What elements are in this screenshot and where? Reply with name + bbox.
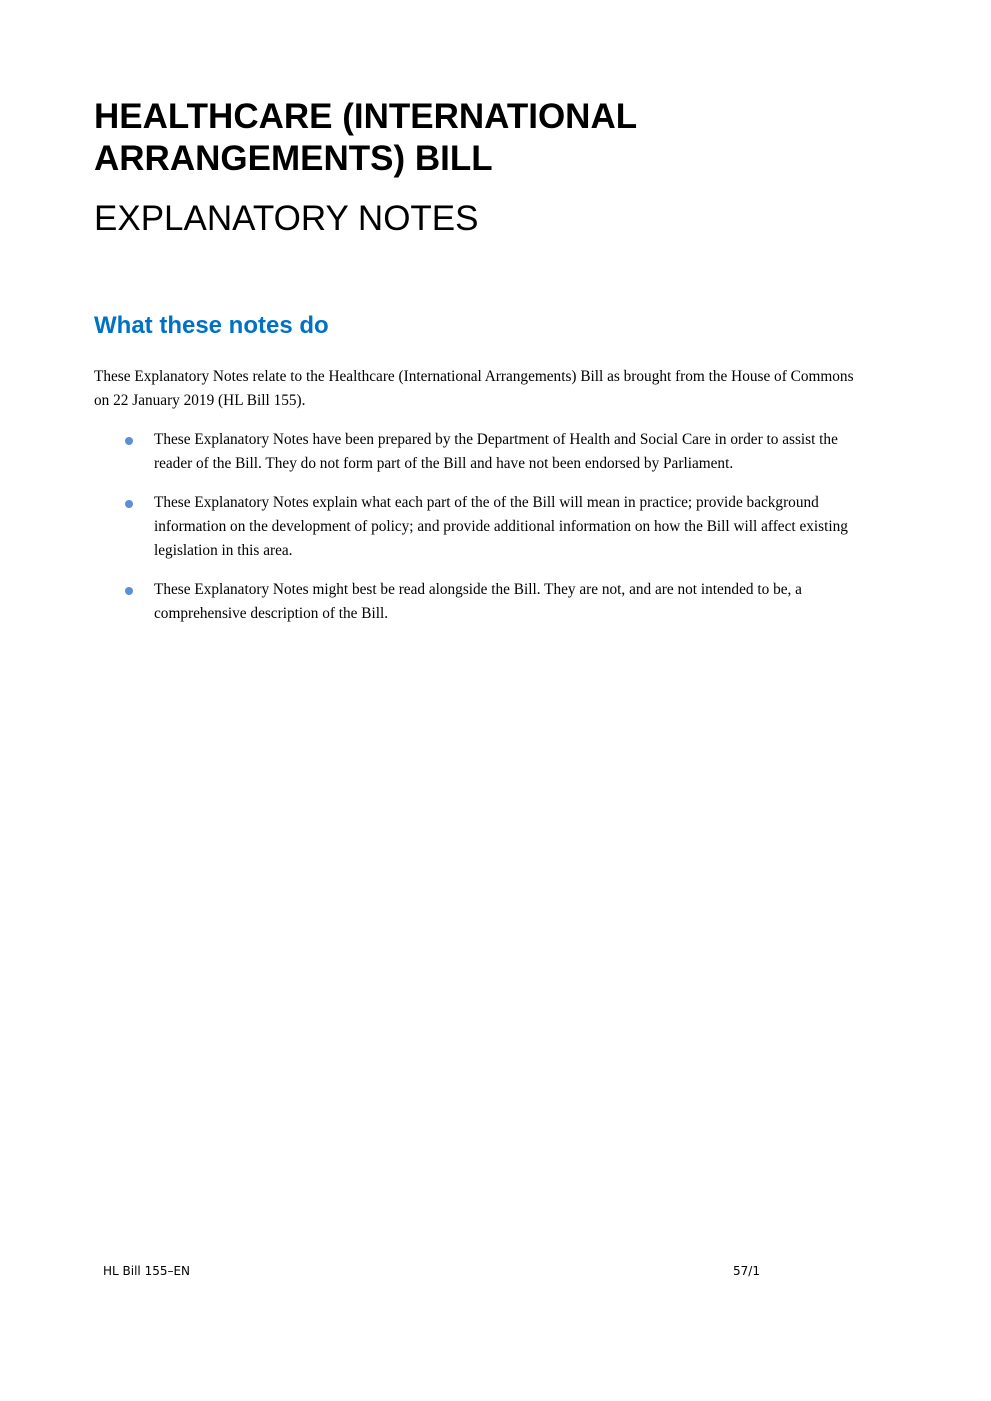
document-subtitle: EXPLANATORY NOTES xyxy=(94,199,479,238)
bullet-dot-icon xyxy=(125,587,133,595)
bullet-item xyxy=(94,491,874,563)
bullet-item xyxy=(94,428,874,476)
bullet-text: These Explanatory Notes have been prepared by the Department of Health and Social Care in order to assist the reader of the Bill. They do not form part of the Bill and have not been endorsed by Parliament. xyxy=(154,431,838,472)
footer-page-number: 57/1 xyxy=(733,1264,760,1278)
bullet-item xyxy=(94,578,874,626)
bullet-text: These Explanatory Notes explain what each part of the of the Bill will mean in practice; provide background information on the development of policy; and provide additional information on how the Bill will affect existing legislation in this area. xyxy=(154,494,848,559)
bullet-dot-icon xyxy=(125,500,133,508)
footer-reference: HL Bill 155–EN xyxy=(103,1264,191,1278)
bullet-list xyxy=(94,428,874,641)
intro-paragraph: These Explanatory Notes relate to the Healthcare (International Arrangements) Bill as brought from the House of Commons on 22 January 2019 (HL Bill 155). xyxy=(94,368,854,409)
section-heading: What these notes do xyxy=(94,312,329,339)
bullet-text: These Explanatory Notes might best be read alongside the Bill. They are not, and are not intended to be, a comprehensive description of the Bill. xyxy=(154,581,802,622)
bullet-dot-icon xyxy=(125,437,133,445)
bill-title: HEALTHCARE (INTERNATIONAL ARRANGEMENTS) BILL xyxy=(94,97,637,178)
